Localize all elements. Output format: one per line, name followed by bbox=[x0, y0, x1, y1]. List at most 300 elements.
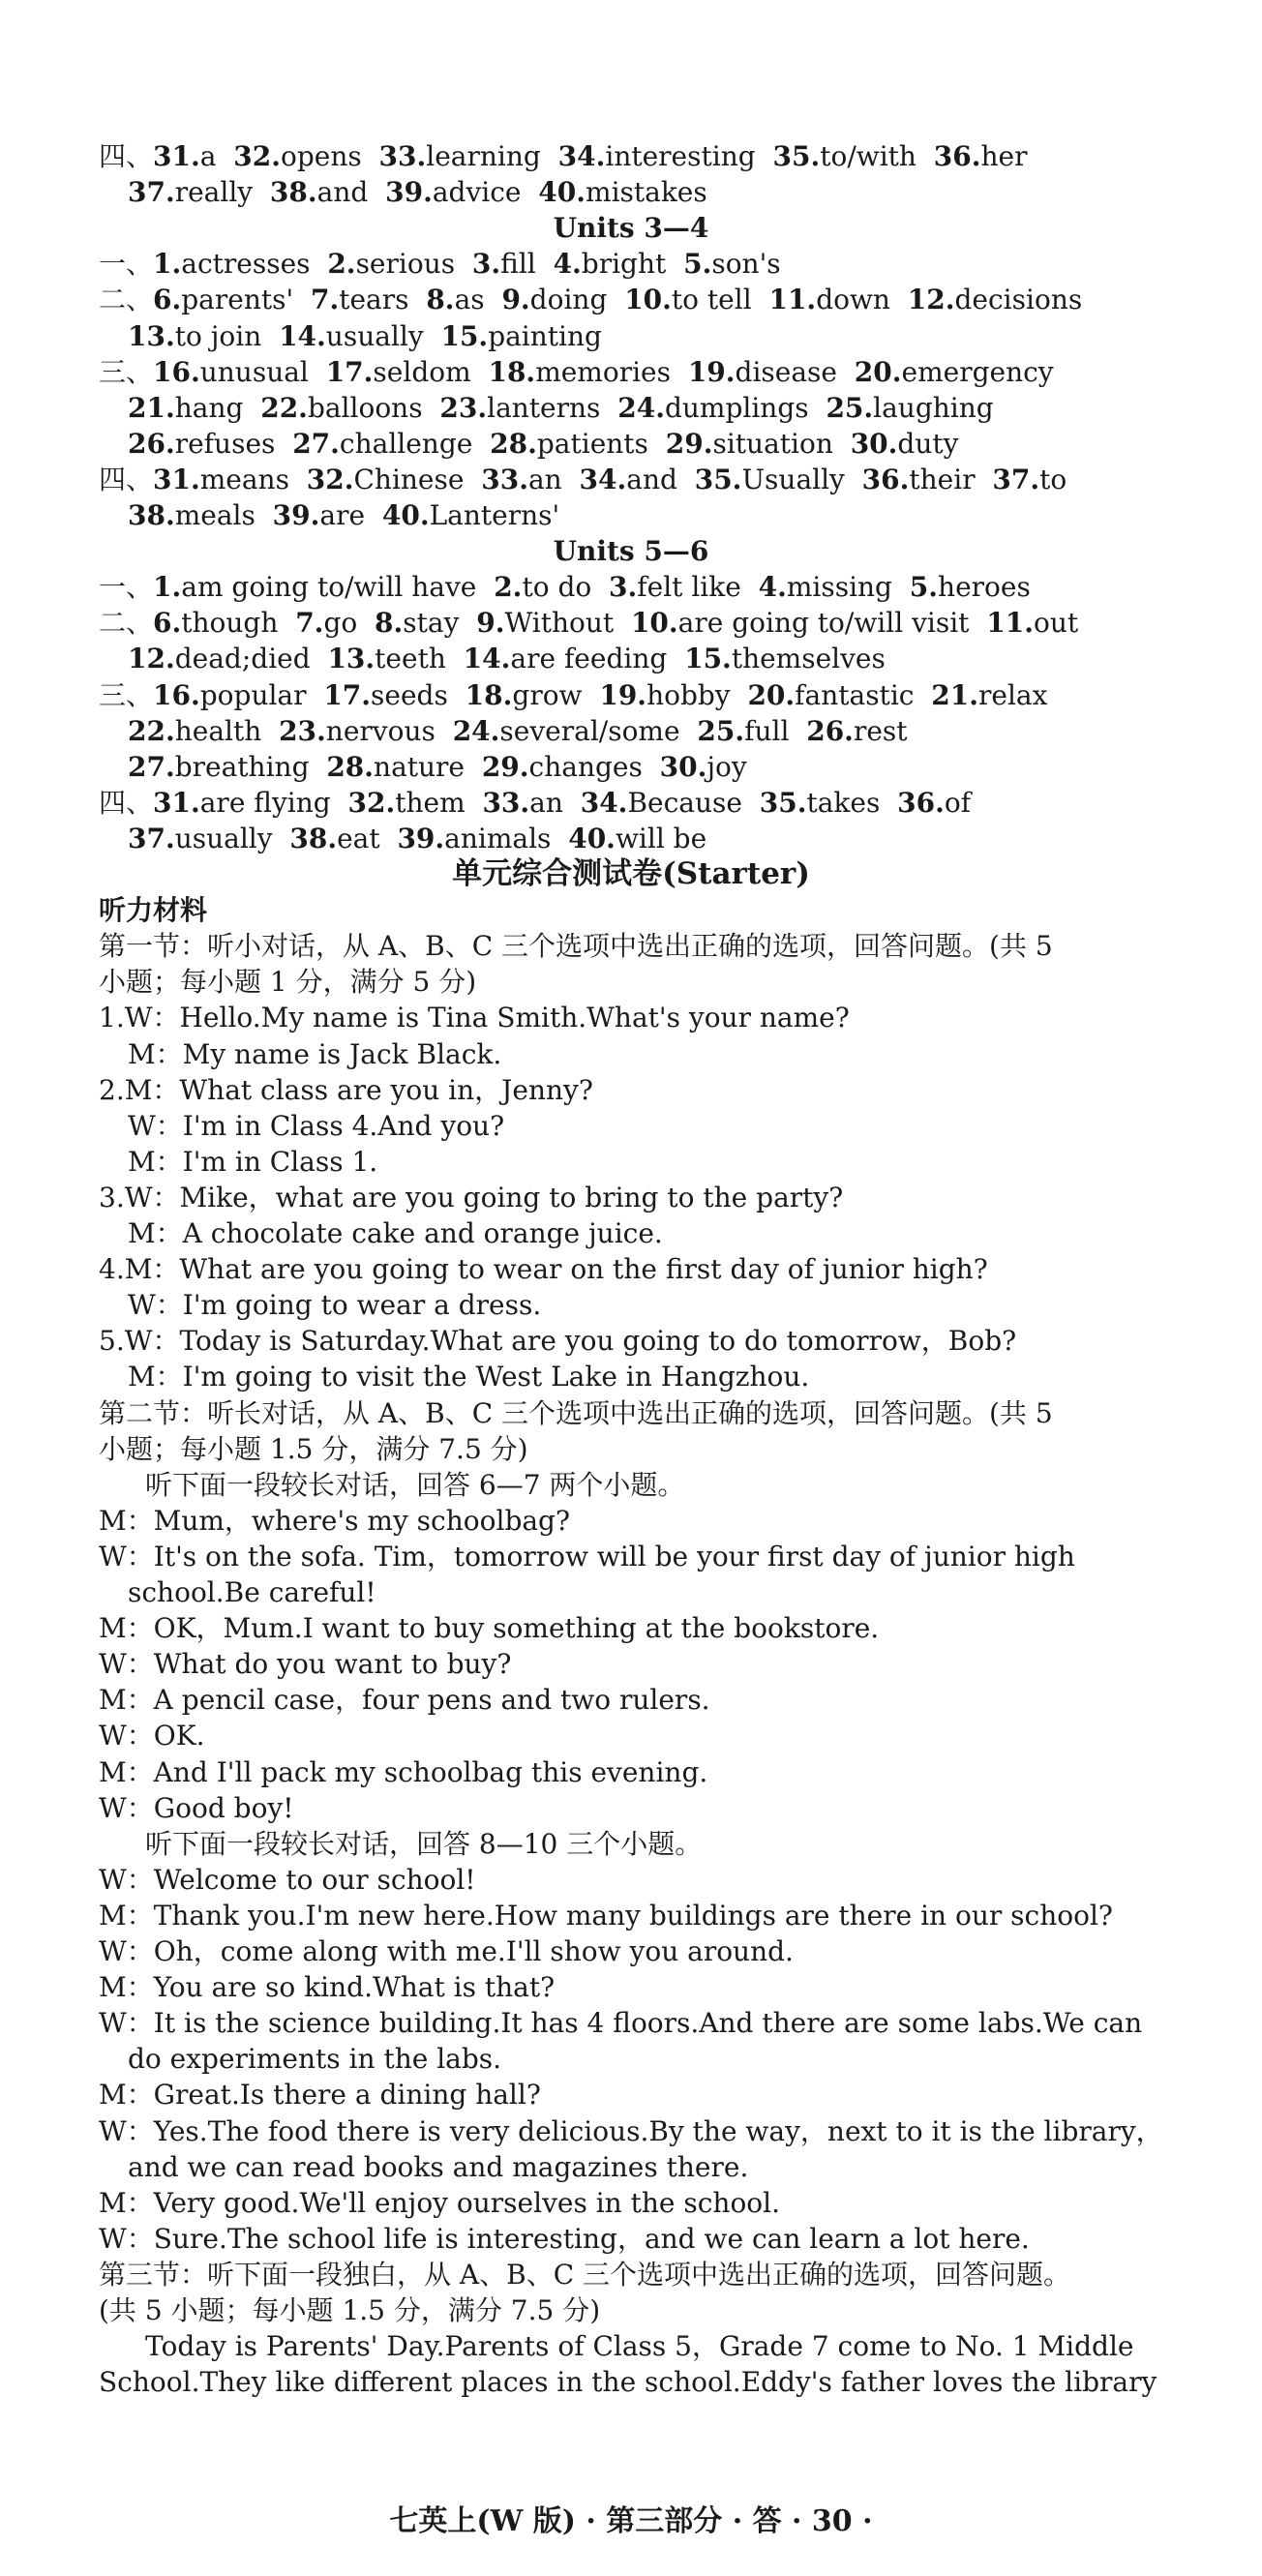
answer-line bbox=[0, 282, 1262, 317]
answer-item bbox=[153, 356, 309, 388]
transcript-line: M：A chocolate cake and orange juice. bbox=[128, 1217, 663, 1249]
answer-text: meals bbox=[174, 499, 255, 531]
answer-line bbox=[0, 569, 1262, 605]
answer-item bbox=[934, 140, 1028, 172]
question-number: 21. bbox=[128, 391, 175, 424]
answer-item bbox=[472, 248, 536, 280]
transcript-line: M：OK，Mum.I want to buy something at the bookstore. bbox=[99, 1612, 880, 1645]
question-number: 3. bbox=[471, 248, 501, 281]
answer-item bbox=[153, 607, 278, 639]
transcript-line: 听下面一段较长对话，回答 6—7 两个小题。 bbox=[145, 1468, 685, 1501]
question-number: 15. bbox=[440, 319, 489, 352]
answer-item bbox=[453, 715, 680, 747]
transcript-line: W：Sure.The school life is interesting，and we can learn a lot here. bbox=[99, 2222, 1030, 2255]
transcript-line: W：Good boy! bbox=[99, 1791, 294, 1824]
transcript-line: M：Very good.We'll enjoy ourselves in the school. bbox=[99, 2186, 781, 2219]
transcript-line: M：You are so kind.What is that? bbox=[99, 1971, 556, 2004]
answer-text: grow bbox=[512, 678, 583, 711]
answer-item bbox=[153, 248, 311, 280]
answer-text: refuses bbox=[174, 427, 276, 460]
answer-text: dead;died bbox=[174, 643, 311, 675]
question-number: 20. bbox=[747, 678, 796, 711]
section-number: 一、 bbox=[99, 248, 154, 281]
transcript-line: M：My name is Jack Black. bbox=[128, 1037, 502, 1070]
question-number: 16. bbox=[153, 678, 200, 711]
transcript-line: M：A pencil case，four pens and two rulers. bbox=[99, 1684, 710, 1717]
answer-item bbox=[128, 499, 255, 531]
question-number: 38. bbox=[289, 822, 338, 854]
answer-text: interesting bbox=[605, 140, 756, 172]
transcript-line: W：It's on the sofa. Tim，tomorrow will be your first day of junior high bbox=[99, 1540, 1075, 1573]
answer-item bbox=[908, 284, 1082, 315]
question-number: 33. bbox=[378, 140, 427, 172]
answer-item bbox=[128, 715, 261, 747]
answer-text: missing bbox=[786, 571, 892, 604]
question-number: 17. bbox=[325, 355, 374, 388]
question-number: 39. bbox=[385, 176, 433, 209]
answer-text: several/some bbox=[499, 714, 680, 747]
answer-item bbox=[862, 464, 976, 495]
answer-item bbox=[482, 751, 643, 783]
question-number: 29. bbox=[481, 750, 529, 783]
units-3-4-heading: Units 3—4 bbox=[553, 212, 709, 245]
answer-text: Without bbox=[504, 607, 615, 640]
answer-text: Chinese bbox=[353, 463, 465, 495]
question-number: 23. bbox=[279, 714, 326, 747]
section-number: 四、 bbox=[99, 786, 154, 819]
answer-text: their bbox=[909, 463, 976, 495]
answer-text: changes bbox=[528, 750, 643, 783]
section-number: 二、 bbox=[99, 607, 154, 640]
answer-item bbox=[233, 140, 361, 172]
transcript-line: Today is Parents' Day.Parents of Class 5，Grade 7 come to No. 1 Middle bbox=[145, 2330, 1134, 2363]
answer-text: opens bbox=[280, 140, 362, 172]
question-number: 35. bbox=[759, 786, 807, 819]
answer-text: an bbox=[529, 786, 563, 819]
question-number: 40. bbox=[568, 822, 616, 854]
question-number: 27. bbox=[128, 750, 175, 783]
answer-item bbox=[295, 607, 357, 639]
answer-text: doing bbox=[529, 284, 608, 316]
answer-item bbox=[128, 320, 261, 352]
question-number: 34. bbox=[580, 786, 628, 819]
question-number: 1. bbox=[153, 248, 182, 281]
answer-item bbox=[688, 356, 837, 388]
answer-item bbox=[806, 715, 907, 747]
answer-text: are feeding bbox=[510, 643, 668, 675]
transcript-line: 1.W：Hello.My name is Tina Smith.What's your name? bbox=[99, 1002, 850, 1034]
transcript-line: 第三节：听下面一段独白，从 A、B、C 三个选项中选出正确的选项，回答问题。 bbox=[99, 2258, 1071, 2291]
answer-item bbox=[931, 679, 1047, 711]
answer-item bbox=[128, 176, 253, 208]
answer-text: am going to/will have bbox=[181, 571, 477, 604]
answer-text: fill bbox=[500, 248, 536, 281]
answer-item bbox=[292, 428, 472, 460]
question-number: 38. bbox=[128, 499, 175, 531]
answer-line bbox=[0, 605, 1262, 641]
answer-line bbox=[0, 677, 1262, 713]
answer-text: an bbox=[527, 463, 562, 495]
answer-item bbox=[581, 787, 742, 819]
answer-text: mistakes bbox=[586, 176, 707, 209]
section-number: 四、 bbox=[99, 140, 154, 172]
answer-text: to do bbox=[522, 571, 592, 604]
transcript-line: do experiments in the labs. bbox=[128, 2043, 502, 2076]
question-number: 36. bbox=[933, 140, 981, 172]
section-number: 二、 bbox=[99, 284, 154, 316]
question-number: 10. bbox=[624, 284, 672, 316]
answer-text: stay bbox=[403, 607, 460, 640]
transcript-line: 小题；每小题 1 分，满分 5 分) bbox=[99, 966, 477, 999]
answer-text: emergency bbox=[901, 355, 1054, 388]
question-number: 3. bbox=[609, 571, 638, 604]
answer-item bbox=[910, 571, 1031, 603]
answer-text: them bbox=[395, 786, 466, 819]
transcript-line: M：I'm in Class 1. bbox=[128, 1145, 378, 1178]
transcript-line: W：It is the science building.It has 4 floors.And there are some labs.We can bbox=[99, 2007, 1143, 2040]
answer-item bbox=[683, 248, 781, 280]
answer-text: dumplings bbox=[664, 391, 809, 424]
answer-item bbox=[488, 356, 671, 388]
answer-text: situation bbox=[712, 427, 833, 460]
answer-item bbox=[379, 140, 541, 172]
answer-item bbox=[482, 787, 562, 819]
question-number: 20. bbox=[854, 355, 902, 388]
page-footer: 七英上(W 版) · 第三部分 · 答 · 30 · bbox=[389, 2504, 873, 2538]
question-number: 16. bbox=[153, 355, 200, 388]
answer-item bbox=[326, 751, 465, 783]
answer-text: full bbox=[744, 714, 790, 747]
question-number: 12. bbox=[128, 643, 175, 675]
question-number: 29. bbox=[665, 427, 713, 460]
question-number: 37. bbox=[992, 463, 1040, 495]
question-number: 22. bbox=[260, 391, 308, 424]
answer-item bbox=[897, 787, 971, 819]
answer-text: son's bbox=[711, 248, 781, 281]
answer-text: as bbox=[454, 284, 485, 316]
answer-text: will be bbox=[615, 822, 707, 854]
answer-line bbox=[0, 749, 1262, 785]
transcript-line: W：Yes.The food there is very delicious.By the way，next to it is the library， bbox=[99, 2114, 1163, 2147]
answer-item bbox=[855, 356, 1054, 388]
answer-item bbox=[826, 392, 993, 424]
answer-item bbox=[609, 571, 741, 603]
answer-text: Lanterns' bbox=[429, 499, 560, 531]
listening-label: 听力材料 bbox=[99, 894, 208, 927]
question-number: 6. bbox=[153, 607, 182, 640]
transcript-line: M：Great.Is there a dining hall? bbox=[99, 2079, 541, 2112]
question-number: 8. bbox=[375, 607, 404, 640]
answer-line bbox=[0, 462, 1262, 497]
transcript-line: 4.M：What are you going to wear on the first day of junior high? bbox=[99, 1253, 988, 1286]
answer-item bbox=[153, 787, 331, 819]
answer-line bbox=[0, 497, 1262, 533]
question-number: 39. bbox=[272, 499, 320, 531]
answer-text: Usually bbox=[741, 463, 845, 495]
answer-item bbox=[307, 464, 465, 495]
answer-text: seeds bbox=[371, 678, 448, 711]
answer-item bbox=[311, 284, 409, 315]
answer-text: decisions bbox=[954, 284, 1083, 316]
question-number: 25. bbox=[826, 391, 874, 424]
answer-text: her bbox=[980, 140, 1028, 172]
question-number: 4. bbox=[553, 248, 582, 281]
section-number: 三、 bbox=[99, 678, 154, 711]
answer-text: to join bbox=[174, 319, 262, 352]
question-number: 6. bbox=[153, 284, 182, 316]
answer-line bbox=[0, 713, 1262, 749]
answer-text: patients bbox=[536, 427, 648, 460]
answer-item bbox=[759, 571, 892, 603]
answer-line bbox=[0, 390, 1262, 426]
answer-text: go bbox=[323, 607, 358, 640]
answer-item bbox=[128, 392, 243, 424]
answer-text: animals bbox=[444, 822, 552, 854]
answer-item bbox=[772, 140, 916, 172]
section-number: 四、 bbox=[99, 463, 154, 495]
question-number: 13. bbox=[128, 319, 175, 352]
transcript-line: W：OK. bbox=[99, 1720, 205, 1752]
transcript-line: 3.W：Mike，what are you going to bring to the party? bbox=[99, 1181, 844, 1213]
answer-text: and bbox=[626, 463, 677, 495]
answer-text: usually bbox=[325, 319, 424, 352]
answer-text: eat bbox=[337, 822, 380, 854]
question-number: 2. bbox=[327, 248, 356, 281]
question-number: 4. bbox=[758, 571, 787, 604]
answer-text: fantastic bbox=[795, 678, 915, 711]
answer-text: learning bbox=[426, 140, 541, 172]
transcript-line: School.They like different places in the school.Eddy's father loves the library bbox=[99, 2366, 1157, 2399]
answer-item bbox=[153, 464, 289, 495]
question-number: 31. bbox=[153, 463, 200, 495]
answer-item bbox=[323, 679, 448, 711]
question-number: 32. bbox=[233, 140, 281, 172]
question-number: 19. bbox=[687, 355, 736, 388]
question-number: 5. bbox=[683, 248, 712, 281]
answer-text: hang bbox=[174, 391, 244, 424]
question-number: 7. bbox=[295, 607, 324, 640]
answer-item bbox=[260, 392, 422, 424]
answer-item bbox=[760, 787, 881, 819]
question-number: 19. bbox=[599, 678, 647, 711]
answer-item bbox=[747, 679, 914, 711]
question-number: 7. bbox=[311, 284, 340, 316]
question-number: 37. bbox=[128, 176, 175, 209]
answer-item bbox=[986, 607, 1078, 639]
answer-text: of bbox=[944, 786, 972, 819]
question-number: 24. bbox=[617, 391, 665, 424]
answer-text: means bbox=[199, 463, 289, 495]
question-number: 17. bbox=[323, 678, 372, 711]
question-number: 25. bbox=[697, 714, 745, 747]
answer-text: are flying bbox=[199, 786, 331, 819]
question-number: 2. bbox=[494, 571, 523, 604]
question-number: 23. bbox=[439, 391, 488, 424]
answer-item bbox=[348, 787, 466, 819]
answer-text: are bbox=[319, 499, 366, 531]
answer-item bbox=[382, 499, 559, 531]
answer-item bbox=[270, 176, 368, 208]
question-number: 31. bbox=[153, 140, 200, 172]
answer-text: usually bbox=[174, 822, 273, 854]
answer-text: breathing bbox=[174, 750, 310, 783]
answer-item bbox=[128, 823, 273, 854]
answer-item bbox=[666, 428, 833, 460]
answer-text: challenge bbox=[339, 427, 473, 460]
answer-text: though bbox=[181, 607, 279, 640]
question-number: 26. bbox=[806, 714, 854, 747]
answer-text: nature bbox=[374, 750, 465, 783]
answer-text: relax bbox=[977, 678, 1048, 711]
transcript-line: M：And I'll pack my schoolbag this evening. bbox=[99, 1755, 708, 1788]
answer-text: really bbox=[174, 176, 254, 209]
answer-item bbox=[326, 356, 471, 388]
transcript-line: W：Welcome to our school! bbox=[99, 1863, 476, 1896]
transcript-line: W：What do you want to buy? bbox=[99, 1648, 512, 1681]
answer-text: memories bbox=[535, 355, 671, 388]
answer-item bbox=[439, 392, 600, 424]
question-number: 40. bbox=[381, 499, 430, 531]
question-number: 10. bbox=[630, 607, 678, 640]
question-number: 8. bbox=[426, 284, 455, 316]
question-number: 13. bbox=[327, 643, 376, 675]
transcript-line: (共 5 小题；每小题 1.5 分，满分 7.5 分) bbox=[99, 2294, 601, 2326]
answer-item bbox=[624, 284, 751, 315]
test-title: 单元综合测试卷(Starter) bbox=[452, 856, 810, 891]
answer-text: teeth bbox=[375, 643, 446, 675]
answer-item bbox=[580, 464, 677, 495]
answer-text: duty bbox=[897, 427, 959, 460]
answer-item bbox=[695, 464, 845, 495]
section-number: 一、 bbox=[99, 571, 154, 604]
answer-text: out bbox=[1033, 607, 1079, 640]
answer-text: painting bbox=[488, 319, 602, 352]
question-number: 18. bbox=[465, 678, 513, 711]
question-number: 1. bbox=[153, 571, 182, 604]
answer-text: serious bbox=[355, 248, 456, 281]
transcript-line: 5.W：Today is Saturday.What are you going to do tomorrow，Bob? bbox=[99, 1325, 1017, 1358]
question-number: 27. bbox=[292, 427, 340, 460]
units-5-6-heading: Units 5—6 bbox=[553, 535, 709, 568]
answer-text: are going to/will visit bbox=[677, 607, 970, 640]
answer-text: seldom bbox=[373, 355, 471, 388]
answer-item bbox=[128, 428, 275, 460]
question-number: 28. bbox=[326, 750, 375, 783]
answer-text: advice bbox=[432, 176, 522, 209]
answer-item bbox=[490, 428, 648, 460]
answer-text: joy bbox=[706, 750, 747, 783]
answer-line bbox=[0, 821, 1262, 856]
answer-text: disease bbox=[735, 355, 837, 388]
answer-text: nervous bbox=[325, 714, 436, 747]
answer-item bbox=[992, 464, 1067, 495]
section-number: 三、 bbox=[99, 355, 154, 388]
answer-item bbox=[289, 823, 379, 854]
transcript-line: W：Oh，come along with me.I'll show you around. bbox=[99, 1935, 794, 1967]
question-number: 38. bbox=[269, 176, 317, 209]
question-number: 22. bbox=[128, 714, 175, 747]
answer-line bbox=[0, 174, 1262, 210]
answer-text: tears bbox=[339, 284, 409, 316]
question-number: 36. bbox=[861, 463, 910, 495]
answer-item bbox=[426, 284, 484, 315]
answer-item bbox=[768, 284, 890, 315]
question-number: 34. bbox=[557, 140, 606, 172]
answer-text: hobby bbox=[646, 678, 731, 711]
question-number: 9. bbox=[476, 607, 505, 640]
transcript-line: M：Thank you.I'm new here.How many buildings are there in our school? bbox=[99, 1899, 1113, 1932]
answer-text: down bbox=[816, 284, 890, 316]
answer-item bbox=[538, 176, 706, 208]
transcript-line: 听下面一段较长对话，回答 8—10 三个小题。 bbox=[145, 1827, 703, 1860]
answer-text: to tell bbox=[671, 284, 752, 316]
transcript-line: W：I'm going to wear a dress. bbox=[128, 1289, 542, 1322]
question-number: 36. bbox=[897, 786, 945, 819]
answer-text: health bbox=[174, 714, 262, 747]
answer-item bbox=[851, 428, 959, 460]
answer-line bbox=[0, 641, 1262, 676]
question-number: 31. bbox=[153, 786, 200, 819]
question-number: 5. bbox=[909, 571, 939, 604]
transcript-line: W：I'm in Class 4.And you? bbox=[128, 1109, 505, 1142]
answer-item bbox=[558, 140, 756, 172]
answer-item bbox=[153, 284, 293, 315]
answer-item bbox=[494, 571, 591, 603]
answer-item bbox=[599, 679, 730, 711]
question-number: 35. bbox=[694, 463, 742, 495]
question-number: 28. bbox=[490, 427, 537, 460]
question-number: 21. bbox=[931, 678, 978, 711]
transcript-line: 小题；每小题 1.5 分，满分 7.5 分) bbox=[99, 1432, 528, 1465]
answer-item bbox=[279, 320, 424, 352]
answer-text: and bbox=[316, 176, 369, 209]
answer-item bbox=[464, 643, 668, 674]
question-number: 11. bbox=[986, 607, 1034, 640]
answer-item bbox=[385, 176, 521, 208]
answer-item bbox=[153, 571, 476, 603]
answer-text: actresses bbox=[181, 248, 311, 281]
answer-text: felt like bbox=[637, 571, 741, 604]
answer-item bbox=[476, 607, 614, 639]
question-number: 32. bbox=[347, 786, 396, 819]
answer-text: laughing bbox=[873, 391, 994, 424]
transcript-line: school.Be careful! bbox=[128, 1576, 376, 1608]
answer-item bbox=[128, 643, 311, 674]
answer-item bbox=[554, 248, 667, 280]
question-number: 24. bbox=[452, 714, 500, 747]
answer-text: Because bbox=[627, 786, 742, 819]
answer-item bbox=[631, 607, 970, 639]
answer-text: popular bbox=[199, 678, 307, 711]
answer-item bbox=[660, 751, 747, 783]
answer-text: to bbox=[1039, 463, 1067, 495]
question-number: 33. bbox=[482, 786, 530, 819]
answer-item bbox=[397, 823, 551, 854]
transcript-line: M：Mum，where's my schoolbag? bbox=[99, 1504, 570, 1537]
answer-text: bright bbox=[581, 248, 667, 281]
answer-text: to/with bbox=[820, 140, 916, 172]
question-number: 26. bbox=[128, 427, 175, 460]
question-number: 37. bbox=[128, 822, 175, 854]
question-number: 15. bbox=[684, 643, 732, 675]
answer-item bbox=[153, 140, 216, 172]
question-number: 11. bbox=[768, 284, 817, 316]
answer-item bbox=[153, 679, 307, 711]
answer-line bbox=[0, 785, 1262, 821]
answer-item bbox=[684, 643, 886, 674]
answer-text: balloons bbox=[307, 391, 423, 424]
answer-item bbox=[697, 715, 789, 747]
